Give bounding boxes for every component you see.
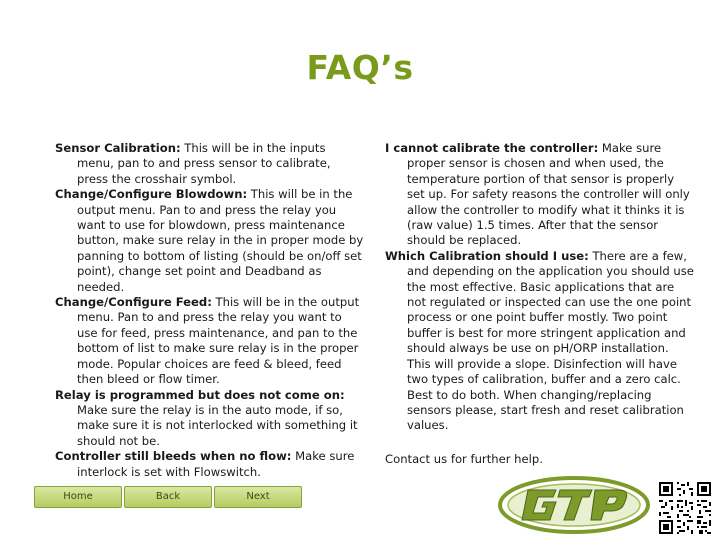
faq-question: Change/Configure Blowdown: [55, 187, 248, 202]
back-button-label: Back [155, 491, 181, 502]
home-button[interactable] [34, 486, 122, 508]
faq-question: Relay is programmed but does not come on: [55, 387, 345, 402]
faq-question: I cannot calibrate the controller: [385, 141, 599, 155]
faq-answer: This will be in the inputs menu, pan to and press sensor to calibrate, press the crosshair symbol. [77, 141, 331, 186]
faq-question: Sensor Calibration: [55, 141, 181, 155]
next-button[interactable] [214, 486, 302, 508]
gtp-logo [498, 475, 650, 535]
faq-item-bleeds [55, 449, 365, 480]
next-button-label: Next [246, 491, 270, 502]
faq-answer: There are a few, and depending on the application you should use the most effective. Basic applications that are not regulated or inspected can use the one point process or one point buffer mostly. Two point buffer is best for more stringent application and should always be use on pH/ORP installation. This will provide a slope. Disinfection will have two types of calibration, buffer and a zero calc. Best to do both. When changing/replacing sensors please, start fresh and reset calibration values. [407, 248, 694, 433]
faq-item-feed [55, 295, 365, 387]
faq-question: Controller still bleeds when no flow: [55, 449, 292, 464]
home-button-label: Home [63, 491, 93, 502]
faq-question: Change/Configure Feed: [55, 295, 212, 310]
faq-answer: Make sure the relay is in the auto mode, if so, make sure it is not interlocked with something it should not be. [77, 402, 358, 448]
faq-answer: Make sure interlock is set with Flowswitch. [77, 449, 355, 479]
faq-answer: This will be in the output menu. Pan to and press the relay you want to use for blowdown, press maintenance button, make sure relay in the in proper mode by panning to bottom of listing (should be on/off set point), change set point and Deadband as needed. [77, 187, 364, 294]
faq-left-column [55, 141, 365, 480]
faq-item-relay [55, 388, 365, 450]
faq-item-which-calibration [385, 249, 695, 434]
back-button[interactable] [124, 486, 212, 508]
faq-right-column [385, 141, 695, 479]
qr-code-icon [657, 480, 713, 536]
faq-item-cannot-calibrate [385, 141, 695, 249]
faq-answer: This will be in the output menu. Pan to and press the relay you want to use for feed, press maintenance, and pan to the bottom of list to make sure relay is in the proper mode. Popular choices are feed & bleed, feed then bleed or flow timer. [77, 295, 360, 387]
contact-text: Contact us for further help. [385, 451, 543, 466]
faq-item-sensor-calibration [55, 141, 365, 187]
page-title: FAQ’s [306, 48, 414, 87]
faq-item-blowdown [55, 187, 365, 295]
faq-answer: Make sure proper sensor is chosen and when used, the temperature portion of that sensor is properly set up. For safety reasons the controller will only allow the controller to modify what it thinks it is (raw value) 1.5 times. After that the sensor should be replaced. [407, 141, 690, 248]
faq-question: Which Calibration should I use: [385, 248, 589, 263]
